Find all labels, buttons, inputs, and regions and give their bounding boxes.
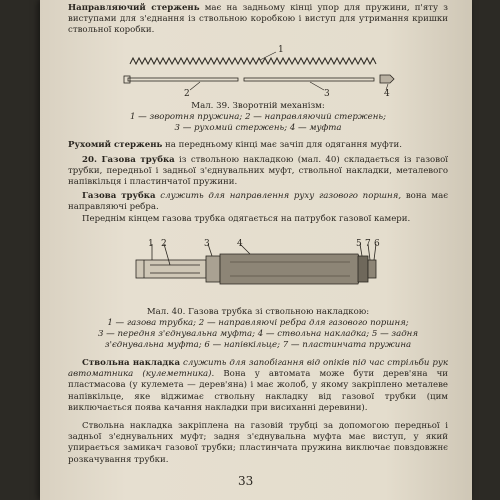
moving-rod (244, 78, 374, 81)
figure-40-title: Мал. 40. Газова трубка зі ствольною накладкою: (146, 307, 370, 317)
figure-39-title: Мал. 39. Зворотній механізм: (191, 101, 325, 111)
handguard (220, 254, 361, 284)
book-page (40, 0, 472, 500)
paragraph-guide-rod (68, 3, 448, 37)
paragraph-moving-rod (68, 140, 448, 151)
callout-5: 5 (356, 239, 362, 249)
paragraph-text: на передньому кінці має зачіп для одягання муфти. (162, 140, 403, 150)
guide-rod (128, 78, 238, 81)
term-moving-rod: Рухомий стержень (68, 140, 163, 150)
return-spring (130, 58, 376, 64)
callout-2: 2 (184, 89, 190, 98)
callout-1: 1 (148, 239, 154, 249)
paragraph-text: вона має направляючі ребра. (68, 191, 449, 213)
callout-2: 2 (161, 239, 167, 249)
half-ring (368, 260, 376, 278)
italic-text: служить для запобігання від опіків під час стрільби рук автоматника (кулеметника). (68, 358, 448, 380)
callout-6: 6 (374, 239, 380, 249)
rear-coupling (358, 256, 368, 282)
paragraph-gas-tube (68, 191, 448, 213)
callout-3: 3 (204, 239, 210, 249)
figure-39-caption-line2: 3 — рухомий стержень; 4 — муфта (174, 123, 342, 133)
paragraph-front-end: Переднім кінцем газова трубка одягається на патрубок газової камери. (82, 214, 411, 224)
figure-39-caption-line1: 1 — зворотня пружина; 2 — направляючий стержень; (129, 112, 386, 122)
callout-7: 7 (365, 239, 371, 249)
term-gas-tube: Газова трубка (82, 191, 156, 201)
italic-text: служить для направлення руху газового поршня, (155, 191, 402, 201)
paragraph-gas-tube-section (68, 155, 448, 189)
term-guide-rod: Направляючий стержень (68, 3, 200, 13)
figure-40-caption-line2: 3 — передня з'єднувальна муфта; 4 — ствольна накладка; 5 — задня (97, 329, 419, 339)
front-coupling (206, 256, 220, 282)
section-heading-20: 20. Газова трубка (82, 155, 175, 165)
figure-40-caption-line3: з'єднувальна муфта; 6 — напівкільце; 7 — пластинчата пружина (104, 340, 412, 350)
gas-tube (136, 260, 206, 278)
paragraph-text: із ствольною накладкою (мал. 40) складається із газової трубки, передньої і задньої з'єднувальних муфт, ствольної накладки, металевого напівкільця і пластинчатої пружини. (68, 155, 448, 188)
callout-4: 4 (237, 239, 243, 249)
paragraph-handguard (68, 358, 448, 414)
page-number: 33 (238, 474, 254, 488)
figure-39-return-mechanism (40, 42, 472, 98)
paragraph-text: Вона у автомата може бути дерев'яна чи пластмасова (у кулемета — дерев'яна) і має жолоб, у якому закріплено металеве напівкільце, яке віджимає ствольну накладку від газової трубки (цим виключається поява качання накладки при висиханні деревини). (68, 369, 448, 413)
paragraph-text: має на задньому кінці упор для пружини, п'яту з виступами для з'єднання із ствольною коробкою і виступ для утримання кришки ствольної коробки. (68, 3, 448, 36)
callout-3: 3 (324, 89, 330, 98)
figure-40-gas-tube (40, 238, 472, 298)
callout-1: 1 (278, 45, 284, 55)
term-handguard: Ствольна накладка (82, 358, 181, 368)
callout-4: 4 (384, 89, 390, 98)
figure-40-caption-line1: 1 — газова трубка; 2 — направляючі ребра для газового поршня; (107, 318, 409, 328)
coupling (380, 75, 394, 83)
paragraph-handguard-mount: Ствольна накладка закріплена на газовій трубці за допомогою передньої і задньої з'єднувальних муфт; задня з'єднувальна муфта має виступ, у який упирається замикач газової трубки; пластинчата пружина виключає повздовжнє розкачування трубки. (68, 421, 448, 465)
